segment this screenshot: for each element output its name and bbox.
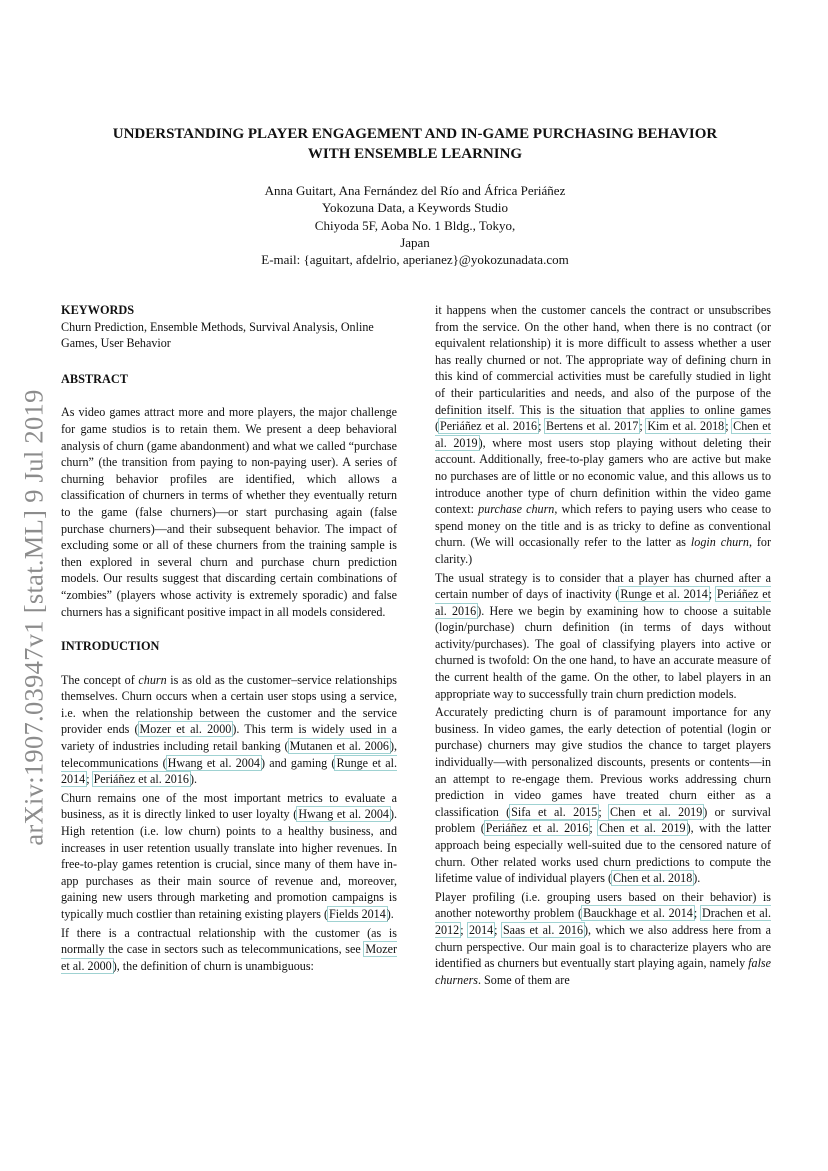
right-column	[435, 302, 771, 990]
paper-title	[62, 124, 768, 164]
title-line-2: WITH ENSEMBLE LEARNING	[307, 146, 523, 162]
intro-paragraph-2: Churn remains one of the most important metrics to evaluate a business, as it is directly linked to user loyalty (Hwang et al. 2004). High retention (i.e. low churn) points to a healthy business, and increases in user retention usually translate into higher revenues. In free-to-play games retention is crucial, since many of them have in-app purchases as their main source of revenue and, moreover, gaining new users through marketing and promotion campaigns is typically much costlier than retaining existing players (Fields 2014).	[61, 790, 398, 921]
title-line-1: UNDERSTANDING PLAYER ENGAGEMENT AND IN-GAME PURCHASING BEHAVIOR	[112, 126, 718, 142]
citation-link[interactable]: Chen et al. 2019	[610, 804, 703, 819]
affiliation: Yokozuna Data, a Keywords Studio	[321, 200, 509, 216]
citation-link[interactable]: Bertens et al. 2017	[546, 419, 639, 434]
author-block	[150, 182, 680, 268]
citation-link[interactable]: Fields 2014	[329, 907, 386, 921]
intro-paragraph-5: Accurately predicting churn is of paramount importance for any business. In video games, the early detection of potential (login or purchase) churners may give studios the chance to target players individually—with personalized discounts, presents or contents—in an attempt to re-engage them. Previous works addressing churn prediction in video games have treated churn either as a classification (Sifa et al. 2015; Chen et al. 2019) or survival problem (Periáñez et al. 2016; Chen et al. 2019), with the latter approach being especially well-suited due to the censored nature of churn. Other related works used churn predictions to compute the lifetime value of individual players (Chen et al. 2018).	[435, 705, 772, 886]
email: E-mail: {aguitart, afdelrio, aperianez}@yokozunadata.com	[261, 252, 569, 268]
citation-link[interactable]: Hwang et al. 2004	[298, 807, 389, 822]
citation-link[interactable]: Runge et al. 2014	[620, 587, 708, 602]
address: Chiyoda 5F, Aoba No. 1 Bldg., Tokyo,	[314, 217, 516, 233]
citation-link[interactable]: Bauckhage et al. 2014	[583, 906, 693, 921]
citation-link[interactable]: Chen et al. 2019	[435, 419, 772, 450]
intro-paragraph-3-start: If there is a contractual relationship with the customer (as is normally the case in sectors such as telecommunications, see Mozer et al. 2000), the definition of churn is unambiguous:	[61, 925, 397, 973]
intro-paragraph-1: The concept of churn is as old as the customer–service relationships themselves. Churn occurs when a certain user stops using a service, i.e. when the relationship between the customer and the service provider ends (Mozer et al. 2000). This term is widely used in a variety of industries including retail banking (Mutanen et al. 2006), telecommunications (Hwang et al. 2004) and gaming (Runge et al. 2014; Periáñez et al. 2016).	[61, 672, 397, 787]
citation-link[interactable]: Periáñez et al. 2016	[440, 419, 538, 434]
country: Japan	[400, 234, 430, 250]
citation-link[interactable]: Periáñez et al. 2016	[485, 821, 589, 836]
citation-link[interactable]: Periáñez et al. 2016	[93, 772, 189, 787]
intro-paragraph-4: The usual strategy is to consider that a player has churned after a certain number of days of inactivity (Runge et al. 2014; Periáñez et al. 2016). Here we begin by examining how to choose a suitable (login/purchase) churn definition (in terms of days without activity/purchases). The goal of classifying players into active or churned is twofold: On the one hand, to have an accurate measure of the current health of the game. On the other, to label players in an appropriate way to successfully train churn prediction models.	[435, 570, 771, 701]
left-column	[61, 302, 397, 976]
citation-link[interactable]: Sifa et al. 2015	[511, 804, 598, 819]
citation-link[interactable]: Mutanen et al. 2006	[289, 739, 389, 754]
citation-link[interactable]: Drachen et al. 2012	[435, 906, 772, 937]
citation-link[interactable]: Mozer et al. 2000	[61, 942, 397, 973]
citation-link[interactable]: 2014	[468, 922, 494, 937]
citation-link[interactable]: Runge et al. 2014	[61, 755, 397, 787]
citation-link[interactable]: Periáñez et al. 2016	[435, 587, 771, 618]
introduction-heading: INTRODUCTION	[61, 639, 160, 654]
citation-link[interactable]: Mozer et al. 2000	[139, 722, 232, 737]
keywords-text: Churn Prediction, Ensemble Methods, Survival Analysis, Online Games, User Behavior	[61, 319, 374, 351]
citation-link[interactable]: Kim et al. 2018	[647, 419, 725, 434]
arxiv-identifier	[16, 374, 52, 860]
author-names: Anna Guitart, Ana Fernández del Río and África Periáñez	[264, 183, 566, 198]
citation-link[interactable]: Saas et al. 2016	[502, 922, 583, 937]
intro-paragraph-3-cont: it happens when the customer cancels the contract or unsubscribes from the service. On the other hand, when there is no contract (or equivalent relationship) it is more difficult to assess whether a user has really churned or not. The appropriate way of defining churn in this kind of commercial activities must be carefully studied in light of their particularities and needs, and also of the purpose of the definition itself. This is the situation that applies to online games (Periáñez et al. 2016; Bertens et al. 2017; Kim et al. 2018; Chen et al. 2019), where most users stop playing without deleting their account. Additionally, free-to-play gamers who are active but make no purchases are of little or no economic value, and this allows us to introduce another type of churn definition within the video game context: purchase churn, which refers to paying users who cease to spend money on the title and is as tricky to define as conventional churn. (We will occasionally refer to the latter as login churn, for clarity.)	[435, 303, 772, 566]
abstract-text: As video games attract more and more players, the major challenge for game studios is to retain them. We present a deep behavioral analysis of churn (game abandonment) and what we called “purchase churn” (the transition from paying to non-paying user). A series of churning behavior profiles are identified, which allows a classification of churners in terms of whether they eventually return to the game (false churners)—or start purchasing again (false purchase churners)—and their subsequent behavior. The impact of excluding some or all of these churners from the training sample is then explored in several churn and purchase churn prediction models. Our results suggest that discarding certain combinations of “zombies” (players whose activity is extremely sporadic) and false churners has a significant positive impact in all models considered.	[61, 405, 397, 619]
citation-link[interactable]: Hwang et al. 2004	[167, 755, 260, 770]
keywords-heading: KEYWORDS	[61, 303, 135, 317]
citation-link[interactable]: Chen et al. 2018	[612, 871, 693, 886]
citation-link[interactable]: Chen et al. 2019	[599, 821, 686, 836]
abstract-heading: ABSTRACT	[61, 371, 128, 386]
intro-paragraph-6: Player profiling (i.e. grouping users based on their behavior) is another noteworthy problem (Bauckhage et al. 2014; Drachen et al. 2012; 2014; Saas et al. 2016), which we also address here from a churn perspective. Our main goal is to characterize players who are identified as churners but eventually start playing again, namely false churners. Some of them are	[435, 889, 772, 987]
arxiv-id-text: arXiv:1907.03947v1 [stat.ML] 9 Jul 2019	[18, 388, 49, 846]
